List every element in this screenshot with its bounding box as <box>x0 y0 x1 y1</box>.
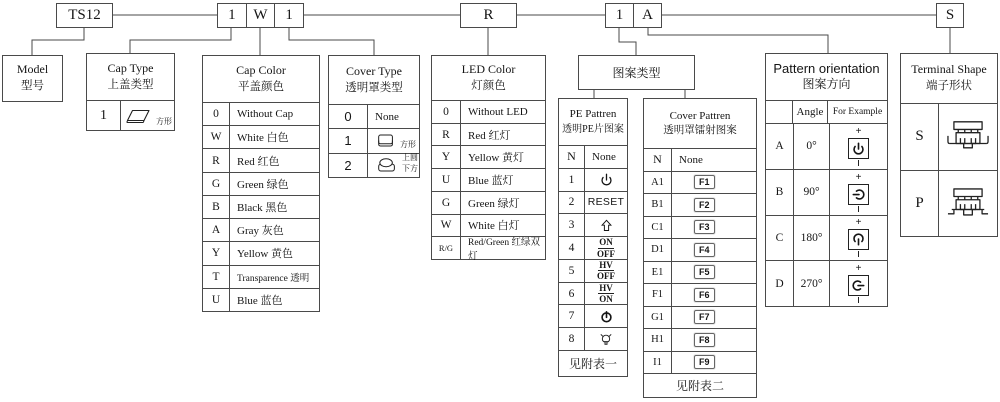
cover-type-title-en: Cover Type <box>346 63 402 78</box>
table-row <box>766 170 887 216</box>
table-row <box>644 172 756 195</box>
pe-pattern-legend <box>558 98 628 377</box>
table-row <box>644 239 756 262</box>
cap-color-legend <box>202 55 320 312</box>
table-row <box>644 194 756 217</box>
table-row <box>559 146 627 169</box>
row-code: B <box>203 196 230 218</box>
row-code: 0 <box>329 105 368 128</box>
row-code: 2 <box>329 154 368 177</box>
blank-header-cell <box>766 101 793 123</box>
cap-type-title-zh: 上盖类型 <box>107 78 154 91</box>
cover-pattern-legend <box>643 98 757 398</box>
cover-type-title-zh: 透明罩类型 <box>345 81 403 94</box>
row-label: 方形 <box>156 117 172 126</box>
row-label: Blue 蓝灯 <box>468 175 514 188</box>
power-on-off-icon <box>600 310 613 323</box>
row-code: A <box>766 124 794 169</box>
row-label: White 白灯 <box>468 220 520 233</box>
row-code: 8 <box>559 328 585 350</box>
row-label: Red 红灯 <box>468 129 511 142</box>
up-arrow-icon <box>600 219 613 232</box>
example-frame <box>848 275 869 296</box>
code-box-terminal <box>936 3 964 28</box>
row-code: C1 <box>644 217 672 239</box>
round-cover-icon <box>375 157 399 174</box>
row-code: 0 <box>432 101 461 123</box>
row-code: R <box>203 149 230 171</box>
table-row <box>432 192 545 215</box>
code-group-cap <box>217 3 304 28</box>
hv-on-label: $\frac{HV}{ON}$ <box>599 282 613 305</box>
row-label: Gray 灰色 <box>237 225 284 238</box>
table-row <box>432 101 545 124</box>
pe-pattern-title-zh: 透明PE片图案 <box>562 124 624 136</box>
row-label: 上圆下方 <box>402 152 418 173</box>
power-standby-icon <box>852 142 865 155</box>
table-row <box>644 262 756 285</box>
cover-pattern-title-zh: 透明罩镭射图案 <box>663 125 737 137</box>
keycap-label: F8 <box>694 333 715 347</box>
row-code: W <box>432 215 461 237</box>
row-code: C <box>766 216 794 261</box>
row-code: B1 <box>644 194 672 216</box>
row-code: U <box>432 169 461 191</box>
row-code: U <box>203 289 230 311</box>
keycap-label: F1 <box>694 175 715 189</box>
row-label: Without Cap <box>237 108 294 121</box>
table-row <box>766 261 887 306</box>
terminal-title-zh: 端子形状 <box>926 80 972 93</box>
terminal-shape-legend <box>900 53 998 237</box>
flat-leg-terminal-icon <box>942 185 994 221</box>
cover-pattern-footer: 见附表二 <box>644 373 756 397</box>
table-row <box>329 154 419 177</box>
row-code: A <box>203 219 230 241</box>
row-label: Red/Green 红绿双灯 <box>468 238 541 263</box>
minus-mark <box>858 297 860 303</box>
table-row <box>644 307 756 330</box>
cover-pattern-title-en: Cover Pattren <box>669 109 731 122</box>
row-code: W <box>203 126 230 148</box>
power-standby-icon <box>852 279 865 292</box>
hv-off-label: $\frac{HV}{\text{OFF}}$ <box>597 259 615 282</box>
code-model: TS12 <box>68 7 101 23</box>
keycap-label: F5 <box>694 265 715 279</box>
table-row <box>644 284 756 307</box>
table-row <box>203 266 319 289</box>
table-row <box>766 216 887 262</box>
code-cap-type: 1 <box>218 4 247 27</box>
plus-mark: + <box>855 171 862 183</box>
table-row <box>559 169 627 192</box>
pattern-type-title-zh: 图案类型 <box>612 66 661 80</box>
keycap-label: F7 <box>694 310 715 324</box>
row-code: E1 <box>644 262 672 284</box>
row-code: I1 <box>644 352 672 374</box>
row-angle: 0° <box>794 124 830 169</box>
table-row <box>203 126 319 149</box>
code-group-pattern <box>605 3 662 28</box>
table-row <box>203 219 319 242</box>
led-color-title-zh: 灯颜色 <box>471 79 506 92</box>
terminal-title-en: Terminal Shape <box>911 62 987 77</box>
row-label: Blue 蓝色 <box>237 294 283 307</box>
table-row <box>203 149 319 172</box>
row-code: T <box>203 266 230 288</box>
table-row <box>329 105 419 129</box>
plus-mark: + <box>855 125 862 137</box>
power-standby-icon <box>852 188 865 201</box>
cap-type-legend <box>86 53 175 131</box>
example-frame <box>848 184 869 205</box>
row-code: G <box>203 173 230 195</box>
code-box-led <box>460 3 517 28</box>
row-code: D1 <box>644 239 672 261</box>
code-pattern-type: 1 <box>606 4 634 27</box>
lamp-icon <box>599 332 613 346</box>
square-cap-icon <box>123 107 153 125</box>
table-row <box>901 104 997 171</box>
table-row <box>432 146 545 169</box>
row-code: B <box>766 170 794 215</box>
row-label: Green 绿灯 <box>468 197 520 210</box>
row-code: 5 <box>559 260 585 282</box>
row-code: G1 <box>644 307 672 329</box>
table-row <box>559 192 627 215</box>
keycap-label: F2 <box>694 198 715 212</box>
orientation-title-zh: 图案方向 <box>802 77 851 92</box>
cap-type-title-en: Cap Type <box>107 60 154 75</box>
table-row <box>203 173 319 196</box>
example-frame <box>848 229 869 250</box>
table-row <box>559 328 627 350</box>
model-title-zh: 型号 <box>21 80 44 93</box>
row-label: Red 红色 <box>237 155 280 168</box>
bent-leg-terminal-icon <box>942 119 994 155</box>
table-row <box>644 149 756 172</box>
plus-mark: + <box>855 263 862 275</box>
table-row <box>87 101 174 130</box>
row-code: Y <box>203 242 230 264</box>
row-label: None <box>592 150 616 163</box>
code-box-model <box>56 3 113 28</box>
row-code: S <box>901 104 939 170</box>
table-row <box>559 260 627 283</box>
model-legend <box>2 55 63 102</box>
table-row <box>644 217 756 240</box>
cap-color-title-zh: 平盖颜色 <box>238 80 284 93</box>
row-label: Without LED <box>468 105 528 118</box>
table-row <box>203 289 319 311</box>
power-standby-icon <box>600 173 613 186</box>
minus-mark <box>858 206 860 212</box>
orientation-title-en: Pattern orientation <box>773 61 880 77</box>
power-standby-icon <box>852 233 865 246</box>
keycap-label: F3 <box>694 220 715 234</box>
table-row <box>432 237 545 263</box>
square-cover-icon <box>375 133 397 149</box>
table-row <box>901 171 997 237</box>
table-row <box>559 214 627 237</box>
pe-pattern-footer: 见附表一 <box>559 350 627 376</box>
row-code: Y <box>432 146 461 168</box>
minus-mark <box>858 160 860 166</box>
table-row <box>203 242 319 265</box>
code-led-color: R <box>483 7 494 23</box>
row-code: R <box>432 124 461 146</box>
row-code: 4 <box>559 237 585 259</box>
pattern-orientation-legend <box>765 53 888 307</box>
table-row <box>203 103 319 126</box>
row-label: White 白色 <box>237 132 289 145</box>
row-code: D <box>766 261 794 306</box>
row-label: Green 绿色 <box>237 178 289 191</box>
row-code: 0 <box>203 103 230 125</box>
table-row <box>644 329 756 352</box>
row-label: Black 黑色 <box>237 201 288 214</box>
table-row <box>559 237 627 260</box>
row-code: G <box>432 192 461 214</box>
cap-color-title-en: Cap Color <box>236 62 286 77</box>
table-row <box>432 124 545 147</box>
row-label: 方形 <box>400 139 416 149</box>
model-title-en: Model <box>16 62 49 77</box>
row-code: 2 <box>559 192 585 214</box>
row-code: F1 <box>644 284 672 306</box>
row-label: Yellow 黄色 <box>237 248 294 261</box>
row-code: N <box>559 146 585 168</box>
code-cover-type: 1 <box>285 7 293 23</box>
plus-mark: + <box>855 217 862 229</box>
keycap-label: F9 <box>694 355 715 369</box>
on-off-label: $\frac{ON}{\text{OFF}}$ <box>597 237 615 259</box>
led-color-legend <box>431 55 546 263</box>
row-code: N <box>644 149 672 171</box>
row-label: Transparence 透明 <box>237 273 310 284</box>
row-code: P <box>901 171 939 237</box>
table-row <box>329 129 419 153</box>
code-terminal: S <box>945 7 955 23</box>
angle-header-cell: Angle <box>793 101 828 123</box>
table-row <box>644 352 756 374</box>
pe-pattern-title-en: PE Pattren <box>569 108 617 121</box>
row-label: None <box>679 153 703 166</box>
led-color-title-en: LED Color <box>461 61 516 76</box>
pattern-type-header <box>578 55 695 90</box>
row-code: 3 <box>559 214 585 236</box>
cover-type-legend <box>328 55 420 178</box>
row-code: A1 <box>644 172 672 194</box>
row-angle: 90° <box>794 170 830 215</box>
example-header-cell: For Example <box>832 107 883 117</box>
table-row <box>559 283 627 306</box>
row-angle: 180° <box>794 216 830 261</box>
row-label: Yellow 黄灯 <box>468 152 525 165</box>
row-code: H1 <box>644 329 672 351</box>
row-label: None <box>375 110 399 123</box>
row-code: R/G <box>432 237 461 259</box>
table-row <box>766 124 887 170</box>
keycap-label: F6 <box>694 288 715 302</box>
minus-mark <box>858 251 860 257</box>
keycap-label: F4 <box>694 243 715 257</box>
table-row <box>559 305 627 328</box>
code-cap-color: W <box>247 4 276 27</box>
row-code: 1 <box>329 129 368 152</box>
code-orientation: A <box>642 7 653 23</box>
row-angle: 270° <box>794 261 830 306</box>
table-row <box>432 169 545 192</box>
row-code: 1 <box>559 169 585 191</box>
row-code: 1 <box>87 101 121 130</box>
row-code: 6 <box>559 283 585 305</box>
table-row <box>203 196 319 219</box>
example-frame <box>848 138 869 159</box>
row-code: 7 <box>559 305 585 327</box>
row-label: RESET <box>587 196 625 209</box>
orientation-column-headers <box>766 101 887 124</box>
